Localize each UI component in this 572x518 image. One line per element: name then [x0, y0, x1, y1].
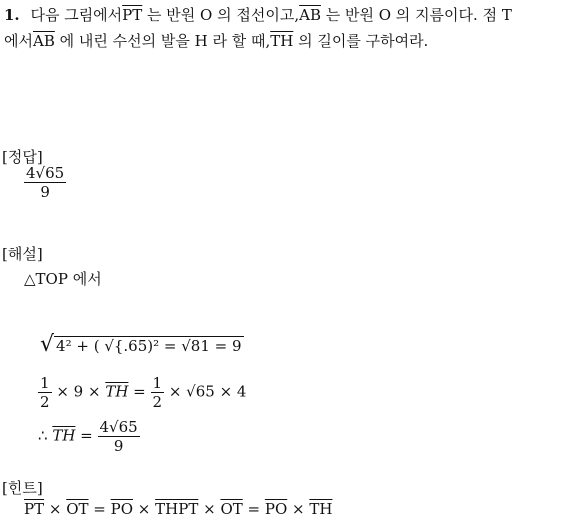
radicand: 4² + ( √{.65)² = √81 = 9: [56, 337, 242, 355]
radical-sign: √: [40, 332, 55, 357]
segment-ab: $\overline{AB}$: [299, 6, 321, 24]
segment-ab-2: $\overline{AB}$: [32, 32, 55, 50]
eq3-th: $\overline{TH}$: [52, 426, 76, 445]
eq2-right-den: 2: [152, 393, 163, 411]
solution-label: [해설]: [2, 245, 43, 263]
hint-op-3: ×: [133, 500, 156, 518]
eq2-tail: × √65 × 4: [164, 382, 247, 401]
hint-seg-2: $\overline{OT}$: [66, 500, 89, 518]
answer-fraction: [24, 164, 66, 201]
eq2-left-num: 1: [40, 374, 50, 392]
eq2-left-den: 2: [40, 393, 50, 411]
hint-seg-1: $\overline{PT}$: [24, 500, 45, 518]
sqrt-expression: [40, 332, 244, 357]
solution-eq-2: [38, 374, 246, 411]
eq2-th: $\overline{TH}$: [105, 382, 129, 401]
hint-op-4: ×: [198, 500, 221, 518]
problem-text-2b: 에 내린 수선의 발을 H 라 할 때,: [54, 32, 271, 50]
eq2-equals: =: [128, 382, 151, 401]
answer-frac: [24, 164, 66, 201]
segment-pt: $\overline{PT}$: [122, 6, 143, 24]
problem-line-2: [4, 30, 428, 51]
therefore-symbol: ∴: [38, 426, 53, 445]
hint-seg-3: $\overline{PO}$: [110, 500, 134, 518]
hint-op-5: =: [242, 500, 265, 518]
eq3-frac: [98, 418, 140, 455]
solution-line-1: △TOP 에서: [24, 270, 102, 288]
answer-numerator: 4√65: [26, 164, 65, 182]
hint-seg-6: $\overline{PO}$: [264, 500, 288, 518]
solution-eq-3: [38, 418, 140, 455]
eq2-mid: × 9 ×: [51, 382, 106, 401]
hint-label: [힌트]: [2, 479, 43, 497]
hint-seg-4: THPT: [155, 500, 199, 518]
eq3-den: 9: [98, 436, 140, 455]
problem-text-2c: 의 길이를 구하여라.: [293, 32, 429, 50]
hint-equation: [24, 500, 332, 518]
problem-text-1b: 는 반원 O 의 접선이고,: [142, 6, 300, 24]
hint-seg-5: $\overline{OT}$: [220, 500, 243, 518]
solution-eq-1: [40, 332, 244, 357]
eq3-equals: =: [75, 426, 98, 445]
problem-text-1a: 다음 그림에서: [30, 6, 123, 24]
answer-label: [정답]: [2, 148, 43, 166]
eq2-right-num: 1: [152, 374, 163, 392]
segment-th: $\overline{TH}$: [270, 32, 294, 50]
hint-op-1: ×: [44, 500, 67, 518]
problem-line-1: [4, 4, 512, 25]
hint-op-2: =: [88, 500, 111, 518]
problem-number: 1.: [4, 6, 20, 24]
eq2-right-frac: [151, 374, 165, 411]
eq3-num: 4√65: [99, 418, 138, 436]
hint-op-6: ×: [287, 500, 310, 518]
problem-text-2a: 에서: [4, 32, 33, 50]
eq2-left-frac: [38, 374, 52, 411]
answer-denominator: 9: [24, 182, 66, 201]
hint-seg-7: $\overline{TH}$: [309, 500, 333, 518]
problem-text-1c: 는 반원 O 의 지름이다. 점 T: [320, 6, 512, 24]
